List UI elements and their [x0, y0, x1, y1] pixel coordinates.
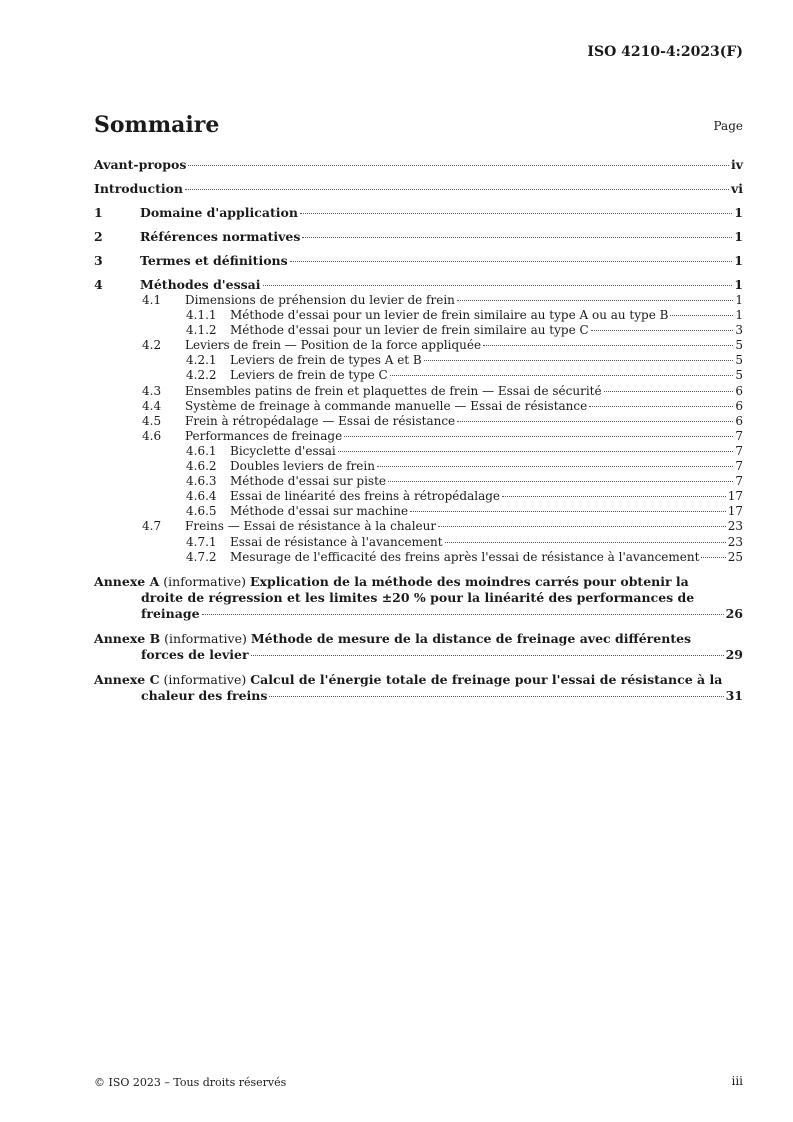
toc-annex-c[interactable]: Annexe C (informative) Calcul de l'énergie totale de freinage pour l'essai de résistance à la chaleur des freins 31	[94, 671, 743, 703]
toc-entry[interactable]: 4.3 Ensembles patins de frein et plaquettes de frein — Essai de sécurité 6	[142, 383, 743, 398]
toc-entry[interactable]: 4.5 Frein à rétropédalage — Essai de résistance 6	[142, 413, 743, 428]
toc-entry[interactable]: 4.6.5 Méthode d'essai sur machine 17	[186, 504, 743, 519]
page-column-label: Page	[713, 119, 743, 133]
toc-entry[interactable]: 4.2.1 Leviers de frein de types A et B 5	[186, 353, 743, 368]
toc-entry[interactable]: Avant-propos iv	[94, 157, 743, 172]
toc-entry[interactable]: 4.6.4 Essai de linéarité des freins à rétropédalage 17	[186, 489, 743, 504]
toc-entry[interactable]: 4.7.2 Mesurage de l'efficacité des freins après l'essai de résistance à l'avancement 25	[186, 549, 743, 564]
toc-entry[interactable]: 3 Termes et définitions 1	[94, 253, 743, 268]
footer-page-number: iii	[731, 1074, 743, 1088]
toc-entry[interactable]: 4.6 Performances de freinage 7	[142, 428, 743, 443]
toc-entry[interactable]: 4.7 Freins — Essai de résistance à la chaleur 23	[142, 519, 743, 534]
toc-entry[interactable]: 4.6.3 Méthode d'essai sur piste 7	[186, 474, 743, 489]
toc-entry[interactable]: 4.4 Système de freinage à commande manuelle — Essai de résistance 6	[142, 398, 743, 413]
table-of-contents	[94, 157, 743, 704]
toc-entry[interactable]: 4 Méthodes d'essai 1	[94, 277, 743, 292]
toc-entry[interactable]: 4.6.2 Doubles leviers de frein 7	[186, 459, 743, 474]
toc-entry[interactable]: 4.6.1 Bicyclette d'essai 7	[186, 443, 743, 458]
toc-entry[interactable]: 1 Domaine d'application 1	[94, 205, 743, 220]
toc-entry[interactable]: Introduction vi	[94, 181, 743, 196]
toc-annex-b[interactable]: Annexe B (informative) Méthode de mesure de la distance de freinage avec différentes forces de levier 29	[94, 630, 743, 662]
toc-entry[interactable]: 4.1.1 Méthode d'essai pour un levier de frein similaire au type A ou au type B 1	[186, 308, 743, 323]
toc-entry[interactable]: 4.7.1 Essai de résistance à l'avancement 23	[186, 534, 743, 549]
toc-entry[interactable]: 4.1 Dimensions de préhension du levier de frein 1	[142, 293, 743, 307]
toc-entry[interactable]: 4.1.2 Méthode d'essai pour un levier de frein similaire au type C 3	[186, 323, 743, 338]
footer-copyright: © ISO 2023 – Tous droits réservés	[94, 1076, 287, 1089]
toc-entry[interactable]: 4.2 Leviers de frein — Position de la force appliquée 5	[142, 338, 743, 353]
document-id: ISO 4210-4:2023(F)	[587, 44, 743, 60]
toc-entry[interactable]: 4.2.2 Leviers de frein de type C 5	[186, 368, 743, 383]
toc-annex-a[interactable]: Annexe A (informative) Explication de la méthode des moindres carrés pour obtenir la droite de régression et les limites ±20 % pour la linéarité des performances de freinage 26	[94, 573, 743, 621]
toc-entry[interactable]: 2 Références normatives 1	[94, 229, 743, 244]
toc-heading: Sommaire	[94, 112, 220, 138]
